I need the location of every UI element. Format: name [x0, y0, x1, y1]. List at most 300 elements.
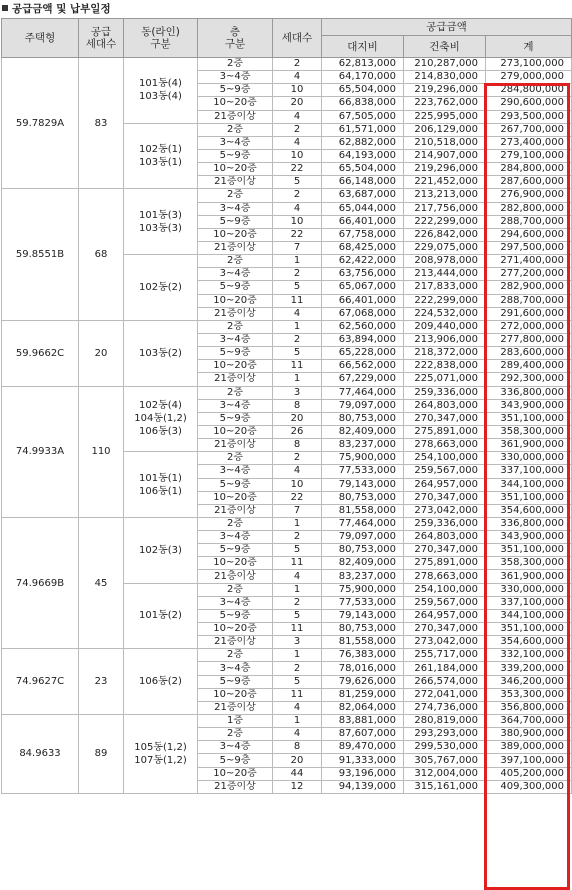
land-cost-cell: 77,464,000	[322, 386, 404, 399]
header-total: 계	[486, 36, 572, 58]
building-cost-cell: 280,819,000	[404, 715, 486, 728]
total-cost-cell: 361,900,000	[486, 439, 572, 452]
land-cost-cell: 68,425,000	[322, 241, 404, 254]
total-cost-cell: 291,600,000	[486, 307, 572, 320]
total-cost-cell: 297,500,000	[486, 241, 572, 254]
land-cost-cell: 66,562,000	[322, 360, 404, 373]
total-cost-cell: 344,100,000	[486, 609, 572, 622]
building-cost-cell: 221,452,000	[404, 176, 486, 189]
land-cost-cell: 87,607,000	[322, 728, 404, 741]
header-type: 주택형	[2, 19, 79, 58]
total-cost-cell: 273,400,000	[486, 136, 572, 149]
header-amount: 공급금액	[322, 19, 572, 36]
building-cost-cell: 305,767,000	[404, 754, 486, 767]
land-cost-cell: 91,333,000	[322, 754, 404, 767]
units-cell: 5	[273, 176, 322, 189]
land-cost-cell: 67,068,000	[322, 307, 404, 320]
supply-units-cell: 20	[79, 320, 124, 386]
units-cell: 1	[273, 373, 322, 386]
building-cost-cell: 217,756,000	[404, 202, 486, 215]
building-cost-cell: 214,830,000	[404, 71, 486, 84]
units-cell: 2	[273, 268, 322, 281]
floor-cell: 2층	[198, 255, 273, 268]
units-cell: 22	[273, 163, 322, 176]
land-cost-cell: 81,259,000	[322, 688, 404, 701]
building-cost-cell: 206,129,000	[404, 123, 486, 136]
land-cost-cell: 64,170,000	[322, 71, 404, 84]
units-cell: 22	[273, 228, 322, 241]
building-cost-cell: 264,803,000	[404, 531, 486, 544]
floor-cell: 3~4층	[198, 741, 273, 754]
total-cost-cell: 351,100,000	[486, 623, 572, 636]
dong-line: 103동(1)	[139, 157, 182, 169]
building-cost-cell: 225,071,000	[404, 373, 486, 386]
section-title	[0, 0, 572, 18]
units-cell: 10	[273, 478, 322, 491]
floor-cell: 3~4층	[198, 465, 273, 478]
supply-units-cell: 23	[79, 649, 124, 715]
floor-cell: 3~4층	[198, 596, 273, 609]
building-cost-cell: 261,184,000	[404, 662, 486, 675]
building-cost-cell: 226,842,000	[404, 228, 486, 241]
total-cost-cell: 284,800,000	[486, 163, 572, 176]
price-table-wrapper	[0, 18, 572, 794]
building-cost-cell: 222,838,000	[404, 360, 486, 373]
total-cost-cell: 284,800,000	[486, 84, 572, 97]
units-cell: 2	[273, 333, 322, 346]
units-cell: 1	[273, 320, 322, 333]
total-cost-cell: 267,700,000	[486, 123, 572, 136]
units-cell: 2	[273, 596, 322, 609]
floor-cell: 10~20층	[198, 360, 273, 373]
total-cost-cell: 282,800,000	[486, 202, 572, 215]
units-cell: 2	[273, 123, 322, 136]
total-cost-cell: 361,900,000	[486, 570, 572, 583]
dong-line: 104동(1,2)	[134, 413, 187, 425]
land-cost-cell: 79,143,000	[322, 609, 404, 622]
floor-cell: 5~9층	[198, 215, 273, 228]
building-cost-cell: 273,042,000	[404, 636, 486, 649]
land-cost-cell: 89,470,000	[322, 741, 404, 754]
building-cost-cell: 259,567,000	[404, 465, 486, 478]
total-cost-cell: 409,300,000	[486, 780, 572, 793]
building-cost-cell: 222,299,000	[404, 294, 486, 307]
total-cost-cell: 337,100,000	[486, 465, 572, 478]
floor-cell: 21층이상	[198, 636, 273, 649]
floor-cell: 5~9층	[198, 754, 273, 767]
floor-cell: 5~9층	[198, 149, 273, 162]
dong-line: 101동(4)	[139, 78, 182, 90]
building-cost-cell: 217,833,000	[404, 281, 486, 294]
floor-cell: 21층이상	[198, 701, 273, 714]
supply-units-cell: 89	[79, 715, 124, 794]
dong-cell	[124, 386, 198, 452]
floor-cell: 2층	[198, 649, 273, 662]
units-cell: 5	[273, 675, 322, 688]
floor-cell: 2층	[198, 320, 273, 333]
total-cost-cell: 276,900,000	[486, 189, 572, 202]
floor-cell: 3~4층	[198, 268, 273, 281]
floor-cell: 5~9층	[198, 609, 273, 622]
building-cost-cell: 214,907,000	[404, 149, 486, 162]
building-cost-cell: 274,736,000	[404, 701, 486, 714]
land-cost-cell: 80,753,000	[322, 623, 404, 636]
total-cost-cell: 344,100,000	[486, 478, 572, 491]
floor-cell: 2층	[198, 517, 273, 530]
land-cost-cell: 61,571,000	[322, 123, 404, 136]
total-cost-cell: 283,600,000	[486, 347, 572, 360]
land-cost-cell: 63,687,000	[322, 189, 404, 202]
land-cost-cell: 63,756,000	[322, 268, 404, 281]
housing-type-cell: 74.9669B	[2, 517, 79, 648]
floor-cell: 5~9층	[198, 281, 273, 294]
units-cell: 7	[273, 241, 322, 254]
dong-line: 101동(3)	[139, 209, 182, 221]
land-cost-cell: 82,064,000	[322, 701, 404, 714]
units-cell: 7	[273, 504, 322, 517]
dong-line: 106동(1)	[139, 485, 182, 497]
floor-cell: 2층	[198, 583, 273, 596]
total-cost-cell: 389,000,000	[486, 741, 572, 754]
floor-cell: 10~20층	[198, 97, 273, 110]
floor-cell: 3~4층	[198, 662, 273, 675]
units-cell: 5	[273, 544, 322, 557]
dong-cell	[124, 715, 198, 794]
land-cost-cell: 77,464,000	[322, 517, 404, 530]
floor-cell: 21층이상	[198, 439, 273, 452]
total-cost-cell: 336,800,000	[486, 517, 572, 530]
dong-cell	[124, 649, 198, 715]
floor-cell: 21층이상	[198, 780, 273, 793]
land-cost-cell: 79,626,000	[322, 675, 404, 688]
floor-cell: 5~9층	[198, 478, 273, 491]
land-cost-cell: 77,533,000	[322, 596, 404, 609]
floor-cell: 10~20층	[198, 557, 273, 570]
header-dong: 동(라인) 구분	[124, 19, 198, 58]
dong-line: 102동(3)	[139, 544, 182, 556]
units-cell: 11	[273, 360, 322, 373]
units-cell: 10	[273, 84, 322, 97]
units-cell: 4	[273, 202, 322, 215]
building-cost-cell: 315,161,000	[404, 780, 486, 793]
units-cell: 5	[273, 281, 322, 294]
units-cell: 26	[273, 425, 322, 438]
floor-cell: 2층	[198, 452, 273, 465]
land-cost-cell: 65,504,000	[322, 84, 404, 97]
land-cost-cell: 78,016,000	[322, 662, 404, 675]
dong-line: 103동(4)	[139, 91, 182, 103]
total-cost-cell: 330,000,000	[486, 452, 572, 465]
floor-cell: 21층이상	[198, 241, 273, 254]
floor-cell: 5~9층	[198, 347, 273, 360]
land-cost-cell: 79,143,000	[322, 478, 404, 491]
land-cost-cell: 62,813,000	[322, 58, 404, 71]
section-title-text: 공급금액 및 납부일정	[12, 3, 111, 15]
dong-line: 105동(1,2)	[134, 741, 187, 753]
land-cost-cell: 62,422,000	[322, 255, 404, 268]
floor-cell: 3~4층	[198, 399, 273, 412]
units-cell: 20	[273, 412, 322, 425]
land-cost-cell: 66,838,000	[322, 97, 404, 110]
units-cell: 2	[273, 531, 322, 544]
units-cell: 11	[273, 557, 322, 570]
building-cost-cell: 264,957,000	[404, 609, 486, 622]
floor-cell: 2층	[198, 728, 273, 741]
land-cost-cell: 63,894,000	[322, 333, 404, 346]
building-cost-cell: 270,347,000	[404, 544, 486, 557]
floor-cell: 3~4층	[198, 531, 273, 544]
units-cell: 1	[273, 715, 322, 728]
building-cost-cell: 264,803,000	[404, 399, 486, 412]
land-cost-cell: 65,504,000	[322, 163, 404, 176]
building-cost-cell: 259,336,000	[404, 386, 486, 399]
units-cell: 1	[273, 517, 322, 530]
building-cost-cell: 259,567,000	[404, 596, 486, 609]
units-cell: 20	[273, 754, 322, 767]
floor-cell: 5~9층	[198, 544, 273, 557]
building-cost-cell: 223,762,000	[404, 97, 486, 110]
units-cell: 5	[273, 347, 322, 360]
floor-cell: 10~20층	[198, 163, 273, 176]
land-cost-cell: 79,097,000	[322, 531, 404, 544]
land-cost-cell: 80,753,000	[322, 491, 404, 504]
total-cost-cell: 277,800,000	[486, 333, 572, 346]
units-cell: 4	[273, 465, 322, 478]
floor-cell: 5~9층	[198, 84, 273, 97]
dong-cell	[124, 320, 198, 386]
building-cost-cell: 219,296,000	[404, 84, 486, 97]
dong-cell	[124, 583, 198, 649]
header-building: 건축비	[404, 36, 486, 58]
floor-cell: 5~9층	[198, 412, 273, 425]
units-cell: 11	[273, 294, 322, 307]
floor-cell: 3~4층	[198, 202, 273, 215]
total-cost-cell: 380,900,000	[486, 728, 572, 741]
supply-units-cell: 68	[79, 189, 124, 320]
building-cost-cell: 264,957,000	[404, 478, 486, 491]
floor-cell: 10~20층	[198, 294, 273, 307]
units-cell: 8	[273, 439, 322, 452]
total-cost-cell: 354,600,000	[486, 636, 572, 649]
land-cost-cell: 79,097,000	[322, 399, 404, 412]
units-cell: 10	[273, 215, 322, 228]
building-cost-cell: 259,336,000	[404, 517, 486, 530]
units-cell: 11	[273, 688, 322, 701]
units-cell: 11	[273, 623, 322, 636]
units-cell: 1	[273, 649, 322, 662]
floor-cell: 21층이상	[198, 176, 273, 189]
total-cost-cell: 273,100,000	[486, 58, 572, 71]
housing-type-cell: 59.8551B	[2, 189, 79, 320]
total-cost-cell: 358,300,000	[486, 425, 572, 438]
building-cost-cell: 312,004,000	[404, 767, 486, 780]
total-cost-cell: 346,200,000	[486, 675, 572, 688]
floor-cell: 21층이상	[198, 110, 273, 123]
building-cost-cell: 270,347,000	[404, 623, 486, 636]
floor-cell: 10~20층	[198, 425, 273, 438]
building-cost-cell: 272,041,000	[404, 688, 486, 701]
dong-line: 101동(2)	[139, 610, 182, 622]
housing-type-cell: 74.9933A	[2, 386, 79, 517]
building-cost-cell: 218,372,000	[404, 347, 486, 360]
supply-units-cell: 83	[79, 58, 124, 189]
units-cell: 4	[273, 701, 322, 714]
total-cost-cell: 294,600,000	[486, 228, 572, 241]
total-cost-cell: 279,100,000	[486, 149, 572, 162]
building-cost-cell: 213,906,000	[404, 333, 486, 346]
floor-cell: 21층이상	[198, 504, 273, 517]
total-cost-cell: 277,200,000	[486, 268, 572, 281]
units-cell: 4	[273, 570, 322, 583]
land-cost-cell: 64,193,000	[322, 149, 404, 162]
housing-type-cell: 59.7829A	[2, 58, 79, 189]
building-cost-cell: 210,518,000	[404, 136, 486, 149]
land-cost-cell: 75,900,000	[322, 583, 404, 596]
land-cost-cell: 75,900,000	[322, 452, 404, 465]
total-cost-cell: 272,000,000	[486, 320, 572, 333]
total-cost-cell: 336,800,000	[486, 386, 572, 399]
total-cost-cell: 289,400,000	[486, 360, 572, 373]
total-cost-cell: 330,000,000	[486, 583, 572, 596]
total-cost-cell: 351,100,000	[486, 412, 572, 425]
header-supply-units: 공급 세대수	[79, 19, 124, 58]
building-cost-cell: 225,995,000	[404, 110, 486, 123]
square-bullet-icon	[2, 5, 8, 11]
dong-line: 101동(1)	[139, 472, 182, 484]
land-cost-cell: 66,401,000	[322, 294, 404, 307]
total-cost-cell: 343,900,000	[486, 399, 572, 412]
building-cost-cell: 219,296,000	[404, 163, 486, 176]
dong-line: 107동(1,2)	[134, 754, 187, 766]
land-cost-cell: 65,067,000	[322, 281, 404, 294]
total-cost-cell: 288,700,000	[486, 215, 572, 228]
dong-cell	[124, 58, 198, 124]
dong-cell	[124, 123, 198, 189]
dong-line: 103동(2)	[139, 347, 182, 359]
building-cost-cell: 299,530,000	[404, 741, 486, 754]
building-cost-cell: 273,042,000	[404, 504, 486, 517]
building-cost-cell: 229,075,000	[404, 241, 486, 254]
dong-line: 103동(3)	[139, 222, 182, 234]
land-cost-cell: 82,409,000	[322, 425, 404, 438]
housing-type-cell: 84.9633	[2, 715, 79, 794]
total-cost-cell: 354,600,000	[486, 504, 572, 517]
floor-cell: 3~4층	[198, 136, 273, 149]
units-cell: 2	[273, 58, 322, 71]
building-cost-cell: 255,717,000	[404, 649, 486, 662]
total-cost-cell: 287,600,000	[486, 176, 572, 189]
floor-cell: 21층이상	[198, 307, 273, 320]
building-cost-cell: 293,293,000	[404, 728, 486, 741]
units-cell: 22	[273, 491, 322, 504]
header-units: 세대수	[273, 19, 322, 58]
floor-cell: 2층	[198, 123, 273, 136]
building-cost-cell: 278,663,000	[404, 570, 486, 583]
building-cost-cell: 213,444,000	[404, 268, 486, 281]
units-cell: 3	[273, 636, 322, 649]
building-cost-cell: 254,100,000	[404, 583, 486, 596]
land-cost-cell: 76,383,000	[322, 649, 404, 662]
units-cell: 3	[273, 386, 322, 399]
floor-cell: 2층	[198, 58, 273, 71]
building-cost-cell: 270,347,000	[404, 412, 486, 425]
total-cost-cell: 288,700,000	[486, 294, 572, 307]
building-cost-cell: 275,891,000	[404, 557, 486, 570]
floor-cell: 3~4층	[198, 71, 273, 84]
land-cost-cell: 66,401,000	[322, 215, 404, 228]
units-cell: 1	[273, 583, 322, 596]
building-cost-cell: 222,299,000	[404, 215, 486, 228]
building-cost-cell: 209,440,000	[404, 320, 486, 333]
total-cost-cell: 279,000,000	[486, 71, 572, 84]
total-cost-cell: 356,800,000	[486, 701, 572, 714]
floor-cell: 2층	[198, 386, 273, 399]
total-cost-cell: 397,100,000	[486, 754, 572, 767]
units-cell: 4	[273, 307, 322, 320]
land-cost-cell: 67,229,000	[322, 373, 404, 386]
building-cost-cell: 270,347,000	[404, 491, 486, 504]
land-cost-cell: 80,753,000	[322, 544, 404, 557]
units-cell: 2	[273, 662, 322, 675]
dong-cell	[124, 517, 198, 583]
supply-units-cell: 110	[79, 386, 124, 517]
dong-line: 102동(2)	[139, 281, 182, 293]
total-cost-cell: 351,100,000	[486, 491, 572, 504]
land-cost-cell: 80,753,000	[322, 412, 404, 425]
total-cost-cell: 405,200,000	[486, 767, 572, 780]
land-cost-cell: 67,505,000	[322, 110, 404, 123]
dong-line: 102동(4)	[139, 400, 182, 412]
housing-type-cell: 59.9662C	[2, 320, 79, 386]
total-column-highlight	[484, 83, 570, 890]
land-cost-cell: 81,558,000	[322, 504, 404, 517]
land-cost-cell: 65,228,000	[322, 347, 404, 360]
land-cost-cell: 83,237,000	[322, 439, 404, 452]
building-cost-cell: 224,532,000	[404, 307, 486, 320]
units-cell: 20	[273, 97, 322, 110]
land-cost-cell: 77,533,000	[322, 465, 404, 478]
dong-cell	[124, 255, 198, 321]
land-cost-cell: 83,237,000	[322, 570, 404, 583]
total-cost-cell: 332,100,000	[486, 649, 572, 662]
dong-line: 106동(3)	[139, 426, 182, 438]
units-cell: 4	[273, 110, 322, 123]
building-cost-cell: 208,978,000	[404, 255, 486, 268]
total-cost-cell: 343,900,000	[486, 531, 572, 544]
units-cell: 4	[273, 71, 322, 84]
housing-type-cell: 74.9627C	[2, 649, 79, 715]
total-cost-cell: 339,200,000	[486, 662, 572, 675]
floor-cell: 10~20층	[198, 767, 273, 780]
units-cell: 4	[273, 136, 322, 149]
floor-cell: 21층이상	[198, 570, 273, 583]
land-cost-cell: 62,560,000	[322, 320, 404, 333]
units-cell: 4	[273, 728, 322, 741]
land-cost-cell: 66,148,000	[322, 176, 404, 189]
land-cost-cell: 81,558,000	[322, 636, 404, 649]
building-cost-cell: 213,213,000	[404, 189, 486, 202]
total-cost-cell: 358,300,000	[486, 557, 572, 570]
total-cost-cell: 282,900,000	[486, 281, 572, 294]
dong-cell	[124, 189, 198, 255]
units-cell: 2	[273, 189, 322, 202]
floor-cell: 10~20층	[198, 623, 273, 636]
supply-units-cell: 45	[79, 517, 124, 648]
floor-cell: 3~4층	[198, 333, 273, 346]
dong-line: 106동(2)	[139, 676, 182, 688]
dong-line: 102동(1)	[139, 144, 182, 156]
units-cell: 12	[273, 780, 322, 793]
